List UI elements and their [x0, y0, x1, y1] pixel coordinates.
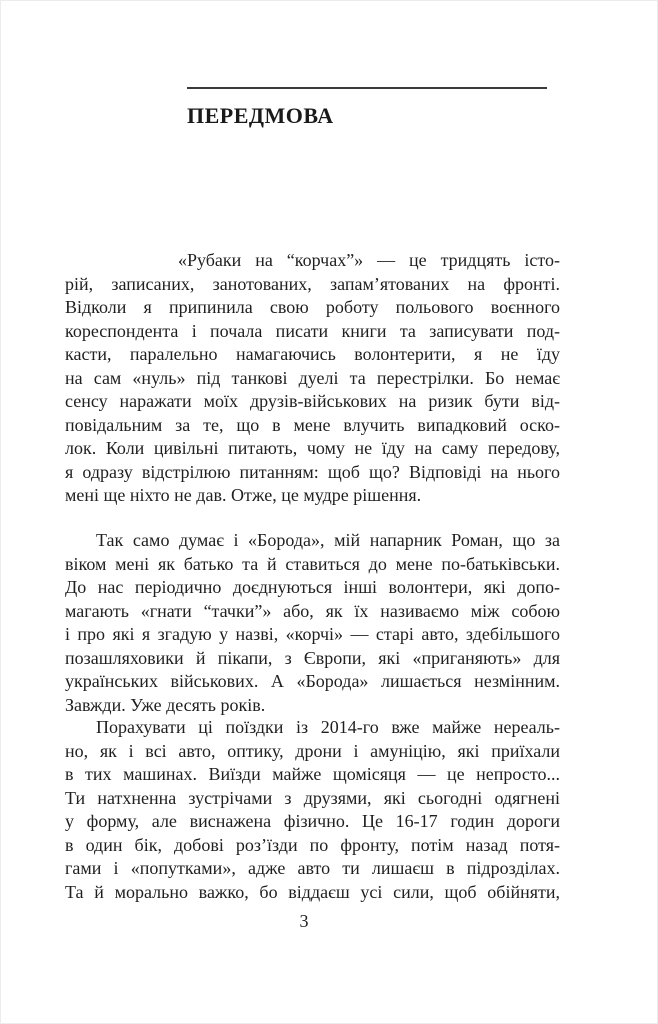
text-line: у форму, але виснажена фізично. Це 16-17 годин дороги [65, 811, 560, 831]
text-line: в тих машинах. Виїзди майже щомісяця — це непросто... [65, 764, 560, 784]
text-line: но, як і всі авто, оптику, дрони і амуніцію, які приїхали [65, 740, 560, 761]
text-line: і про які я згадую у назві, «корчі» — старі авто, здебільшого [65, 624, 560, 644]
text-line: мені ще ніхто не дав. Отже, це мудре рішення. [65, 485, 422, 505]
text-line: касти, паралельно намагаючись волонтерити, я не їду [65, 344, 560, 364]
text-line: Порахувати ці поїздки із 2014-го вже майже нереаль- [96, 717, 560, 737]
text-line: Так само думає і «Борода», мій напарник Роман, що за [96, 530, 560, 550]
chapter-title: ПЕРЕДМОВА [187, 103, 334, 128]
text-line: кореспондента і почала писати книги та записувати под- [65, 320, 560, 341]
text-line: віком мені як батько та й ставиться до мене по-батьківськи. [65, 553, 560, 574]
text-line: гами і «попутками», адже авто ти лишаєш в підрозділах. [65, 858, 560, 878]
text-line: «Рубаки на “корчах”» — це тридцять істо- [178, 250, 560, 270]
text-line: українських військових. А «Борода» лишається незмінним. [65, 671, 560, 691]
chapter-divider-rule [187, 87, 547, 89]
text-line: рій, записаних, занотованих, запам’ятованих на фронті. [65, 273, 560, 294]
text-line: сенсу наражати моїх друзів-військових на ризик бути від- [65, 391, 560, 411]
text-line: Відколи я припинила свою роботу польового воєнного [65, 297, 560, 317]
text-line: Завжди. Уже десять років. [65, 694, 266, 715]
text-line: позашляховики й пікапи, з Європи, які «приганяють» для [65, 647, 560, 668]
paragraph-2 [65, 529, 560, 717]
paragraph-3 [65, 716, 560, 904]
text-line: Та й морально важко, бо віддаєш усі сили, щоб обійняти, [65, 881, 560, 902]
text-line: До нас періодично доєднуються інші волонтери, які допо- [65, 577, 560, 597]
paragraph-1 [65, 249, 560, 508]
text-line: повідальним за те, що в мене влучить випадковий оско- [65, 414, 560, 435]
text-line: на сам «нуль» під танкові дуелі та перестрілки. Бо немає [65, 367, 560, 388]
text-line: в один бік, добові роз’їзди по фронту, потім назад потя- [65, 834, 560, 855]
text-line: лок. Коли цивільні питають, чому не їду на саму передову, [65, 438, 560, 458]
text-line: я одразу відстрілюю питанням: щоб що? Відповіді на нього [65, 461, 560, 482]
text-line: Ти натхненна зустрічами з друзями, які сьогодні одягнені [65, 787, 560, 808]
text-line: магають «гнати “тачки”» або, як їх називаємо між собою [65, 600, 560, 621]
page-number: 3 [299, 911, 309, 931]
